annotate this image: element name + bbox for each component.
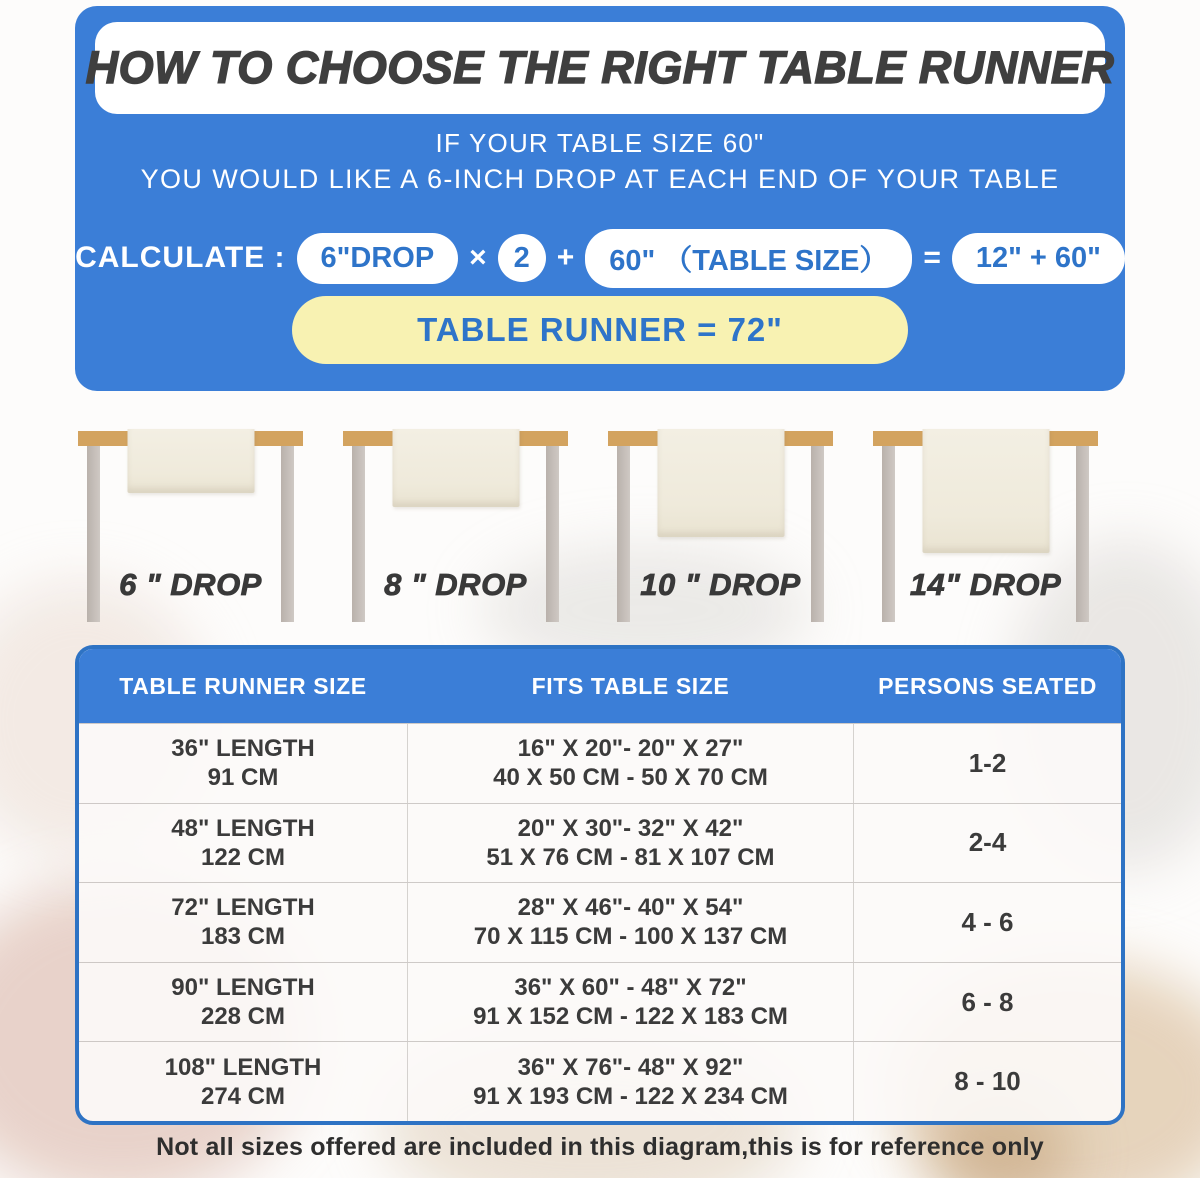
size-table-body (79, 723, 1121, 1121)
disclaimer-note: Not all sizes offered are included in this diagram,this is for reference only (156, 1133, 1044, 1161)
table-illustration-10in (608, 395, 833, 635)
runner-size-cell (79, 724, 407, 803)
sum-pill: 12" + 60" (952, 233, 1125, 284)
fits-size-cm: 91 X 152 CM - 122 X 183 CM (473, 1003, 788, 1031)
runner-length-in: 90" LENGTH (171, 974, 315, 1002)
runner-length-cm: 183 CM (200, 923, 286, 951)
fits-size-in: 36" X 76"- 48" X 92" (517, 1053, 744, 1081)
fits-size-cm: 40 X 50 CM - 50 X 70 CM (493, 764, 768, 792)
table-row (79, 882, 1121, 962)
fits-size-cm: 70 X 115 CM - 100 X 137 CM (473, 923, 788, 951)
persons-cell (854, 883, 1121, 962)
persons-value: 1-2 (968, 747, 1007, 778)
runner-length-in: 108" LENGTH (164, 1053, 322, 1081)
runner-drape (922, 429, 1049, 553)
subtitle-line-2: YOU WOULD LIKE A 6-INCH DROP AT EACH END OF YOUR TABLE (140, 164, 1060, 194)
fits-size-cm: 51 X 76 CM - 81 X 107 CM (486, 843, 775, 871)
table-row (79, 723, 1121, 803)
fits-size-cell (407, 724, 854, 803)
table-row (79, 803, 1121, 883)
runner-size-cell (79, 883, 407, 962)
runner-result-pill (292, 296, 908, 364)
title-banner (85, 22, 1115, 114)
runner-drape (127, 429, 254, 493)
table-illustration-14in (873, 395, 1098, 635)
fits-size-cm: 91 X 193 CM - 122 X 234 CM (473, 1082, 788, 1110)
runner-drape (392, 429, 519, 507)
drop-label: 10 " DROP (640, 567, 801, 602)
drop-value-pill: 6"DROP (297, 233, 459, 284)
plus-sign: + (556, 241, 575, 274)
multiply-sign: × (469, 241, 487, 274)
fits-size-cell (407, 883, 854, 962)
runner-length-in: 36" LENGTH (171, 735, 315, 763)
size-reference-table (75, 645, 1125, 1125)
persons-value: 8 - 10 (954, 1066, 1021, 1097)
fits-size-cell (407, 804, 854, 883)
persons-cell (854, 724, 1121, 803)
runner-length-in: 48" LENGTH (171, 814, 315, 842)
column-header-fits-table: FITS TABLE SIZE (531, 672, 730, 699)
persons-value: 6 - 8 (961, 986, 1014, 1017)
fits-size-in: 20" X 30"- 32" X 42" (517, 814, 744, 842)
persons-cell (854, 1042, 1121, 1121)
runner-length-cm: 91 CM (207, 764, 279, 792)
drop-label: 6 " DROP (119, 567, 262, 602)
runner-length-cm: 122 CM (200, 843, 286, 871)
multiplier-badge: 2 (498, 234, 546, 282)
drop-label: 14" DROP (909, 567, 1062, 602)
fits-size-in: 28" X 46"- 40" X 54" (517, 894, 744, 922)
calculation-row (75, 230, 1125, 286)
runner-size-cell (79, 963, 407, 1042)
fits-size-cell (407, 963, 854, 1042)
size-table-header (79, 649, 1121, 723)
runner-length-cm: 274 CM (200, 1082, 286, 1110)
fits-size-in: 16" X 20"- 20" X 27" (517, 735, 744, 763)
subtitle-line-1: IF YOUR TABLE SIZE 60" (435, 128, 765, 158)
table-row (79, 962, 1121, 1042)
column-header-persons: PERSONS SEATED (878, 672, 1097, 699)
runner-size-cell (79, 1042, 407, 1121)
equals-sign: = (923, 241, 941, 274)
persons-value: 4 - 6 (961, 906, 1014, 937)
hero-panel (75, 6, 1125, 391)
runner-length-in: 72" LENGTH (171, 894, 315, 922)
persons-cell (854, 963, 1121, 1042)
table-size-pill: 60" （TABLE SIZE） (585, 229, 912, 288)
table-row (79, 1041, 1121, 1121)
calculate-label: CALCULATE : (75, 241, 286, 274)
runner-length-cm: 228 CM (200, 1003, 286, 1031)
column-header-runner-size: TABLE RUNNER SIZE (119, 672, 367, 699)
runner-size-cell (79, 804, 407, 883)
persons-value: 2-4 (968, 827, 1007, 858)
drop-label: 8 " DROP (384, 567, 527, 602)
drop-illustrations-row (78, 395, 1098, 645)
page-title: HOW TO CHOOSE THE RIGHT TABLE RUNNER (85, 42, 1115, 93)
table-illustration-8in (343, 395, 568, 635)
persons-cell (854, 804, 1121, 883)
fits-size-in: 36" X 60" - 48" X 72" (514, 974, 747, 1002)
runner-result-text: TABLE RUNNER = 72" (417, 311, 783, 348)
runner-drape (657, 429, 784, 537)
table-illustration-6in (78, 395, 303, 635)
fits-size-cell (407, 1042, 854, 1121)
